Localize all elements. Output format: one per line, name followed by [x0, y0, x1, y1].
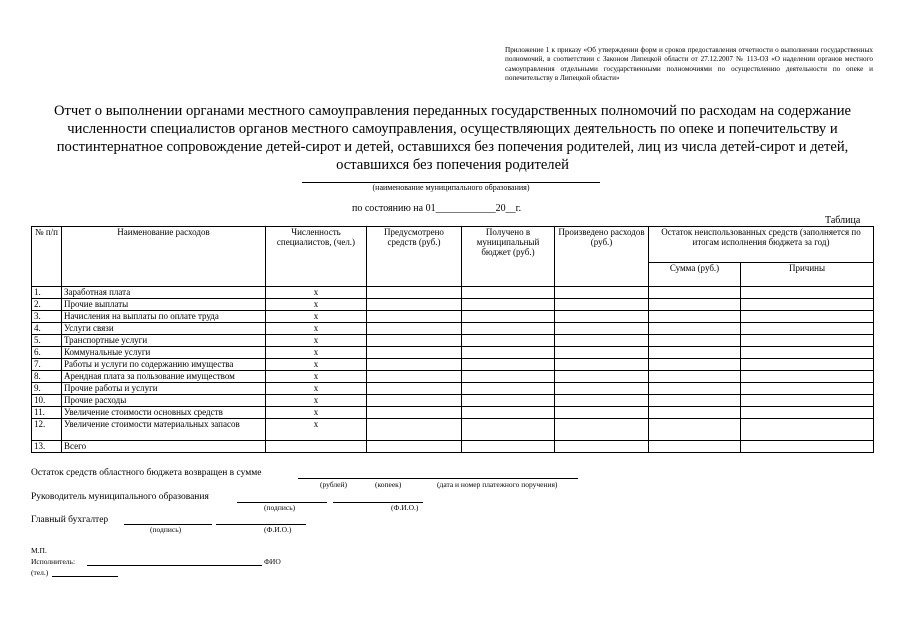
row-num: 13.: [32, 441, 62, 453]
row-staff: x: [266, 359, 367, 371]
row-name: Всего: [62, 441, 266, 453]
row-reasons: [741, 287, 874, 299]
table-row: [32, 407, 874, 419]
row-name: Услуги связи: [62, 323, 266, 335]
row-remainder-sum: [649, 383, 741, 395]
row-num: 7.: [32, 359, 62, 371]
row-reasons: [741, 323, 874, 335]
row-num: 9.: [32, 383, 62, 395]
table-row: [32, 323, 874, 335]
returned-line: [298, 478, 578, 479]
row-received: [462, 335, 555, 347]
row-reasons: [741, 359, 874, 371]
row-num: 6.: [32, 347, 62, 359]
row-planned: [367, 287, 462, 299]
row-received: [462, 419, 555, 441]
row-reasons: [741, 441, 874, 453]
row-spent: [555, 395, 649, 407]
row-remainder-sum: [649, 335, 741, 347]
header-staff: Численность специалистов, (чел.): [266, 227, 367, 287]
row-num: 10.: [32, 395, 62, 407]
row-received: [462, 441, 555, 453]
row-name: Прочие расходы: [62, 395, 266, 407]
row-num: 12.: [32, 419, 62, 441]
row-planned: [367, 323, 462, 335]
table-label: Таблица: [825, 215, 861, 226]
row-name: Транспортные услуги: [62, 335, 266, 347]
row-remainder-sum: [649, 311, 741, 323]
row-name: Увеличение стоимости материальных запасов: [62, 419, 266, 441]
row-remainder-sum: [649, 299, 741, 311]
row-reasons: [741, 335, 874, 347]
table-row: [32, 371, 874, 383]
table-row: [32, 299, 874, 311]
row-spent: [555, 359, 649, 371]
row-spent: [555, 311, 649, 323]
row-planned: [367, 407, 462, 419]
header-sum: Сумма (руб.): [649, 263, 741, 287]
header-spent: Произведено расходов (руб.): [555, 227, 649, 287]
head-fio-caption: (Ф.И.О.): [391, 503, 419, 512]
row-num: 4.: [32, 323, 62, 335]
row-num: 3.: [32, 311, 62, 323]
row-name: Прочие выплаты: [62, 299, 266, 311]
row-reasons: [741, 395, 874, 407]
report-title: Отчет о выполнении органами местного самоуправления переданных государственных полномочий по расходам на содержание численности специалистов органов местного самоуправления, осуществляющих деятельность по опеке и попечительству и постинтернатное сопровождение детей-сирот и детей, оставшихся без попечения родителей, лиц из числа детей-сирот и детей, оставшихся без попечения родителей: [54, 103, 851, 173]
accountant-fio-caption: (Ф.И.О.): [264, 525, 292, 534]
row-reasons: [741, 299, 874, 311]
row-planned: [367, 311, 462, 323]
row-name: Арендная плата за пользование имуществом: [62, 371, 266, 383]
as-of-date: по состоянию на 01____________20__г.: [352, 203, 522, 214]
executor-fio: ФИО: [264, 557, 281, 566]
row-remainder-sum: [649, 359, 741, 371]
row-planned: [367, 371, 462, 383]
row-received: [462, 347, 555, 359]
row-planned: [367, 395, 462, 407]
row-spent: [555, 371, 649, 383]
row-spent: [555, 299, 649, 311]
row-staff: x: [266, 323, 367, 335]
row-staff: x: [266, 395, 367, 407]
executor-line: [87, 565, 262, 566]
row-staff: x: [266, 311, 367, 323]
table-row: [32, 419, 874, 441]
row-spent: [555, 407, 649, 419]
rubles-caption: (рублей): [320, 480, 348, 489]
phone-label: (тел.): [31, 568, 49, 577]
row-received: [462, 287, 555, 299]
table-row: [32, 287, 874, 299]
row-staff: x: [266, 287, 367, 299]
stamp-place: М.П.: [31, 546, 47, 555]
appendix-note: Приложение 1 к приказу «Об утверждении форм и сроков предоставления отчетности о выполнении государственных полномочий, в соответствии с Законом Липецкой области от 27.12.2007 № 113-ОЗ «О наделении органов местного самоуправления отдельными государственными полномочиями по осуществлению деятельности по опеке и попечительству в Липецкой области»: [505, 46, 873, 82]
row-name: Работы и услуги по содержанию имущества: [62, 359, 266, 371]
head-label: Руководитель муниципального образования: [31, 492, 209, 502]
head-signature-caption: (подпись): [264, 503, 296, 512]
row-remainder-sum: [649, 441, 741, 453]
accountant-fio-line: [216, 524, 306, 525]
row-staff: x: [266, 371, 367, 383]
row-staff: x: [266, 407, 367, 419]
row-spent: [555, 383, 649, 395]
row-remainder-sum: [649, 347, 741, 359]
row-num: 11.: [32, 407, 62, 419]
header-reasons: Причины: [741, 263, 874, 287]
table-row: [32, 311, 874, 323]
row-received: [462, 371, 555, 383]
row-spent: [555, 419, 649, 441]
executor-label: Исполнитель:: [31, 557, 76, 566]
header-num: № п/п: [32, 227, 62, 287]
returned-label: Остаток средств областного бюджета возвращен в сумме: [31, 468, 262, 478]
row-spent: [555, 441, 649, 453]
table-row: [32, 383, 874, 395]
row-num: 2.: [32, 299, 62, 311]
row-staff: x: [266, 335, 367, 347]
accountant-signature-caption: (подпись): [150, 525, 182, 534]
row-received: [462, 299, 555, 311]
table-row: [32, 359, 874, 371]
row-spent: [555, 287, 649, 299]
row-name: Увеличение стоимости основных средств: [62, 407, 266, 419]
row-reasons: [741, 407, 874, 419]
row-planned: [367, 335, 462, 347]
row-staff: x: [266, 347, 367, 359]
row-planned: [367, 419, 462, 441]
row-name: Начисления на выплаты по оплате труда: [62, 311, 266, 323]
row-remainder-sum: [649, 323, 741, 335]
row-remainder-sum: [649, 419, 741, 441]
row-received: [462, 407, 555, 419]
expense-table: [31, 226, 874, 453]
row-reasons: [741, 311, 874, 323]
row-remainder-sum: [649, 395, 741, 407]
table-row: [32, 441, 874, 453]
row-staff: x: [266, 383, 367, 395]
row-received: [462, 311, 555, 323]
header-planned: Предусмотрено средств (руб.): [367, 227, 462, 287]
row-name: Прочие работы и услуги: [62, 383, 266, 395]
row-reasons: [741, 371, 874, 383]
row-name: Заработная плата: [62, 287, 266, 299]
row-reasons: [741, 419, 874, 441]
table-row: [32, 335, 874, 347]
accountant-label: Главный бухгалтер: [31, 515, 109, 525]
row-reasons: [741, 383, 874, 395]
row-num: 8.: [32, 371, 62, 383]
row-spent: [555, 323, 649, 335]
row-planned: [367, 347, 462, 359]
phone-line: [52, 576, 118, 577]
row-planned: [367, 299, 462, 311]
kopecks-caption: (копеек): [375, 480, 402, 489]
header-name: Наименование расходов: [62, 227, 266, 287]
row-staff: [266, 441, 367, 453]
row-remainder-sum: [649, 287, 741, 299]
row-planned: [367, 383, 462, 395]
row-staff: x: [266, 299, 367, 311]
payment-caption: (дата и номер платежного поручения): [437, 480, 558, 489]
header-received: Получено в муниципальный бюджет (руб.): [462, 227, 555, 287]
row-planned: [367, 441, 462, 453]
row-remainder-sum: [649, 371, 741, 383]
row-spent: [555, 335, 649, 347]
row-reasons: [741, 347, 874, 359]
row-name: Коммунальные услуги: [62, 347, 266, 359]
header-remainder: Остаток неиспользованных средств (заполняется по итогам исполнения бюджета за год): [649, 227, 874, 263]
row-received: [462, 395, 555, 407]
row-spent: [555, 347, 649, 359]
row-num: 1.: [32, 287, 62, 299]
row-received: [462, 323, 555, 335]
row-planned: [367, 359, 462, 371]
row-received: [462, 359, 555, 371]
row-received: [462, 383, 555, 395]
table-row: [32, 395, 874, 407]
row-staff: x: [266, 419, 367, 441]
municipality-caption: (наименование муниципального образования): [372, 183, 530, 192]
table-row: [32, 347, 874, 359]
row-num: 5.: [32, 335, 62, 347]
row-remainder-sum: [649, 407, 741, 419]
